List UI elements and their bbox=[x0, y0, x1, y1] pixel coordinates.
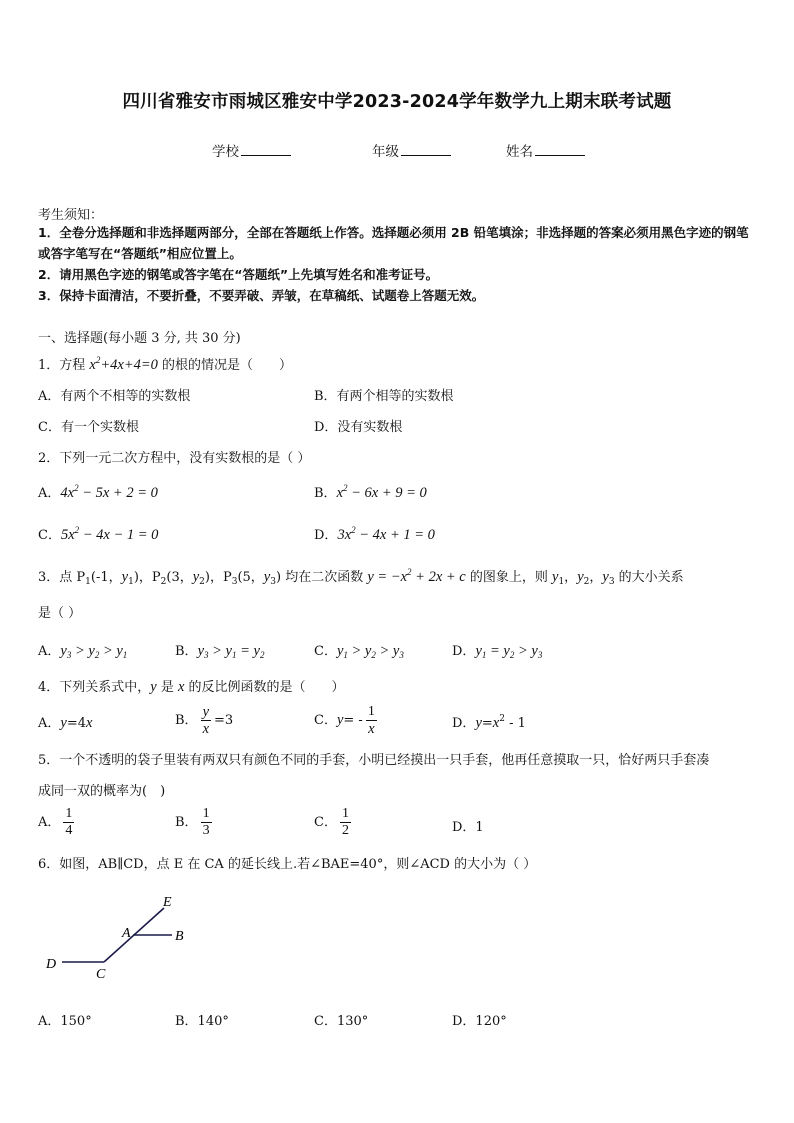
q3-d-label: D． bbox=[452, 644, 476, 659]
label-d: D bbox=[46, 957, 57, 972]
page-title: 四川省雅安市雨城区雅安中学2023-2024学年数学九上期末联考试题 bbox=[122, 92, 672, 112]
q2-d-label: D． bbox=[314, 528, 338, 543]
q1-option-a[interactable]: A．有两个不相等的实数根 bbox=[38, 389, 191, 404]
q3-text-c: 的图象上，则 bbox=[465, 570, 552, 585]
q4-d-label: D． bbox=[452, 716, 476, 731]
question-3-stem: 3．点 $P_1(-1$，$y_1$)，$P_2(3$，$y_2$)，$P_3(5$，$y_3$) 均在二次函数 $y = -x^2 + 2x + c$ 的图象上，则 $y_1$，$y_2$，$y_3$ 的大小关系 bbox=[38, 567, 684, 587]
question-1-stem bbox=[38, 354, 292, 374]
q2-option-b[interactable]: B．$x^2 - 6x + 9 = 0$ bbox=[314, 483, 427, 501]
section-heading: 一、选择题(每小题 3 分, 共 30 分) bbox=[38, 331, 241, 346]
q3-option-a[interactable]: A．$y_3 > y_2 > y_1$ bbox=[38, 643, 128, 660]
label-e: E bbox=[163, 895, 172, 910]
question-6-stem: 6．如图，AB∥CD，点 E 在 CA 的延长线上.若∠BAE=40°，则∠ACD 的大小为（ ） bbox=[38, 857, 537, 872]
q2-c-label: C． bbox=[38, 528, 61, 543]
q2-b-label: B． bbox=[314, 486, 337, 501]
notice-heading: 考生须知： bbox=[38, 208, 104, 223]
q5-option-b[interactable]: B． $\frac{1}{3}$ bbox=[175, 806, 210, 838]
q4-a-label: A． bbox=[38, 716, 61, 731]
q3-option-c[interactable]: C．$y_1 > y_2 > y_3$ bbox=[314, 643, 404, 660]
q4-text-c: 的反比例函数的是（ ） bbox=[184, 680, 345, 695]
label-a: A bbox=[122, 926, 131, 941]
question-2-stem: 2．下列一元二次方程中，没有实数根的是（ ） bbox=[38, 451, 311, 466]
notice-item-2: 2．请用黑色字迹的钢笔或答字笔在“答题纸”上先填写姓名和准考证号。 bbox=[38, 267, 439, 282]
q3-text-d: 的大小关系 bbox=[614, 570, 684, 585]
q2-a-label: A． bbox=[38, 486, 61, 501]
q1-suffix: 的根的情况是（ ） bbox=[157, 358, 293, 373]
question-5-stem-line1: 5．一个不透明的袋子里装有两双只有颜色不同的手套，小明已经摸出一只手套，他再任意摸取一只，恰好两只手套凑 bbox=[38, 753, 710, 768]
name-label: 姓名 bbox=[506, 144, 533, 160]
q2-option-c[interactable]: C．$5x^2 - 4x - 1 = 0$ bbox=[38, 525, 159, 543]
q1-option-d[interactable]: D．没有实数根 bbox=[314, 420, 403, 435]
question-3-stem-line2: 是（ ） bbox=[38, 606, 82, 621]
q2-option-d[interactable]: D．$3x^2 - 4x + 1 = 0$ bbox=[314, 525, 435, 543]
q3-a-label: A． bbox=[38, 644, 61, 659]
q4-text-b: 是 bbox=[156, 680, 178, 695]
q4-option-a[interactable]: A．y=4x bbox=[38, 715, 93, 731]
q1-option-b[interactable]: B．有两个相等的实数根 bbox=[314, 389, 454, 404]
q1-option-c[interactable]: C．有一个实数根 bbox=[38, 420, 139, 435]
label-c: C bbox=[96, 967, 106, 982]
grade-field[interactable] bbox=[372, 140, 451, 160]
q3-b-label: B． bbox=[175, 644, 198, 659]
q5-a-label: A． bbox=[38, 815, 61, 830]
geometry-figure bbox=[40, 888, 200, 988]
school-label: 学校 bbox=[212, 144, 239, 160]
grade-label: 年级 bbox=[372, 144, 399, 160]
q5-option-d[interactable]: D．1 bbox=[452, 820, 484, 835]
q5-c-label: C． bbox=[314, 815, 337, 830]
notice-item-1: 1．全卷分选择题和非选择题两部分，全部在答题纸上作答。选择题必须用 2B 铅笔填涂；非选择题的答案必须用黑色字迹的钢笔或答字笔写在“答题纸”相应位置上。 bbox=[38, 225, 749, 261]
q2-option-a[interactable]: A．$4x^2 - 5x + 2 = 0$ bbox=[38, 483, 158, 501]
q5-b-label: B． bbox=[175, 815, 198, 830]
q1-equation: $x^2+4x+4=0$ bbox=[89, 355, 158, 373]
q3-option-b[interactable]: B．$y_3 > y_1 = y_2$ bbox=[175, 643, 265, 660]
q3-text-a: 3．点 P bbox=[38, 570, 86, 585]
q4-b-label: B． bbox=[175, 713, 198, 728]
grade-blank[interactable] bbox=[401, 143, 451, 156]
q6-option-c[interactable]: C．130° bbox=[314, 1014, 369, 1029]
question-5-stem-line2: 成同一双的概率为( ) bbox=[38, 784, 166, 799]
q4-option-c[interactable]: C．y= - $\frac{1}{x}$ bbox=[314, 704, 375, 737]
label-b: B bbox=[175, 929, 184, 944]
name-blank[interactable] bbox=[535, 143, 585, 156]
q5-option-a[interactable]: A． $\frac{1}{4}$ bbox=[38, 806, 73, 838]
notice-item-3: 3．保持卡面清洁，不要折叠，不要弄破、弄皱，在草稿纸、试题卷上答题无效。 bbox=[38, 288, 485, 303]
q4-option-d[interactable]: D．$y=x^2 - 1$ bbox=[452, 714, 526, 731]
q4-text-a: 4．下列关系式中， bbox=[38, 680, 151, 695]
q4-option-b[interactable]: B． $\frac{y}{x}$ =3 bbox=[175, 704, 234, 737]
q3-text-b: 均在二次函数 bbox=[285, 570, 368, 585]
q4-c-label: C． bbox=[314, 713, 337, 728]
q6-option-a[interactable]: A．150° bbox=[38, 1014, 92, 1029]
question-4-stem: 4．下列关系式中，y 是 x 的反比例函数的是（ ） bbox=[38, 679, 345, 695]
q6-option-d[interactable]: D．120° bbox=[452, 1014, 507, 1029]
q5-option-c[interactable]: C． $\frac{1}{2}$ bbox=[314, 806, 349, 838]
q3-c-label: C． bbox=[314, 644, 337, 659]
school-blank[interactable] bbox=[241, 143, 291, 156]
school-field[interactable] bbox=[212, 140, 291, 160]
name-field[interactable] bbox=[506, 140, 585, 160]
q3-function: $y = -x^2 + 2x + c$ bbox=[367, 567, 466, 585]
q3-option-d[interactable]: D．$y_1 = y_2 > y_3$ bbox=[452, 643, 543, 660]
q6-option-b[interactable]: B．140° bbox=[175, 1014, 229, 1029]
q1-prefix: 1．方程 bbox=[38, 358, 90, 373]
